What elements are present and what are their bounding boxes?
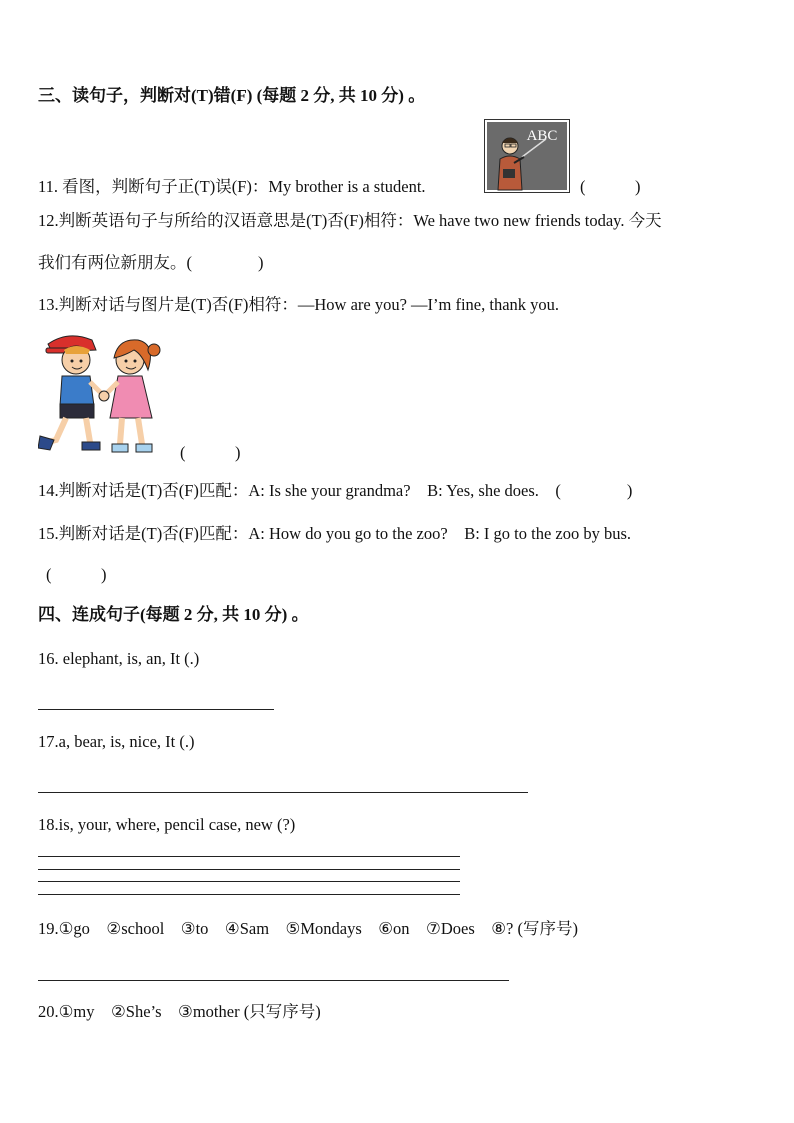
q20-text: 20.①my ②She’s ③mother (只写序号) <box>38 1002 321 1021</box>
q17-answer-line[interactable] <box>38 792 528 793</box>
teacher-blackboard-icon <box>484 119 570 193</box>
q11-answer-paren[interactable]: ( ) <box>580 177 641 196</box>
q11-text <box>38 177 426 197</box>
q18-answer-line[interactable] <box>38 869 460 870</box>
kids-greeting-picture <box>38 330 174 460</box>
q12-line2[interactable]: 我们有两位新朋友。( ) <box>38 253 264 272</box>
section4-heading: 四、连成句子(每题 2 分, 共 10 分) 。 <box>38 605 309 624</box>
q13-answer-paren[interactable]: ( ) <box>180 443 241 462</box>
q11-question: 11. 看图，判断句子正(T)误(F)：My brother is a student. <box>38 177 426 196</box>
q17-text: 17.a, bear, is, nice, It (.) <box>38 732 195 751</box>
board-text: ABC <box>526 128 558 144</box>
q18-answer-line[interactable] <box>38 881 460 882</box>
q13-text: 13.判断对话与图片是(T)否(F)相符：—How are you? —I’m fine, thank you. <box>38 295 560 314</box>
q12-line1: 12.判断英语句子与所给的汉语意思是(T)否(F)相符：We have two new friends today. 今天 <box>38 211 662 230</box>
q14-text[interactable]: 14.判断对话是(T)否(F)匹配：A: Is she your grandma? B: Yes, she does. ( ) <box>38 481 633 500</box>
q18-text: 18.is, your, where, pencil case, new (?) <box>38 815 296 834</box>
q18-answer-line[interactable] <box>38 856 460 857</box>
q16-text: 16. elephant, is, an, It (.) <box>38 649 200 668</box>
q19-text: 19.①go ②school ③to ④Sam ⑤Mondays ⑥on ⑦Does ⑧? (写序号) <box>38 919 578 938</box>
section3-heading: 三、读句子，判断对(T)错(F) (每题 2 分, 共 10 分) 。 <box>38 86 426 105</box>
q18-answer-line[interactable] <box>38 894 460 895</box>
q19-answer-line[interactable] <box>38 980 509 981</box>
teacher-blackboard-picture <box>484 119 570 193</box>
q15-text: 15.判断对话是(T)否(F)匹配：A: How do you go to the zoo? B: I go to the zoo by bus. <box>38 524 632 543</box>
kids-greeting-icon <box>38 330 174 460</box>
q16-answer-line[interactable] <box>38 709 274 710</box>
q15-answer-paren[interactable]: ( ) <box>46 565 107 584</box>
